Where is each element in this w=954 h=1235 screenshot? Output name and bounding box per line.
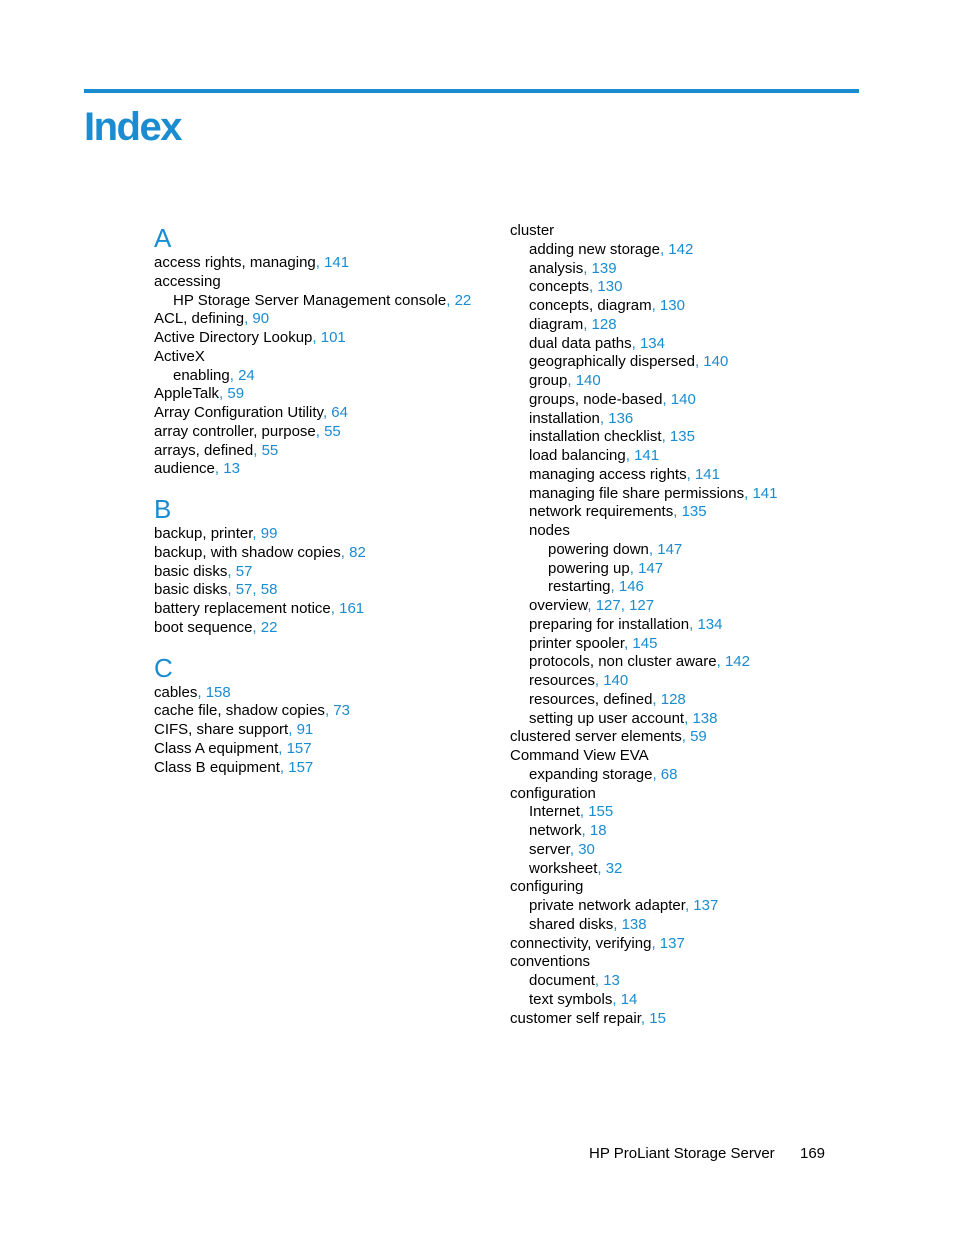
page-reference-link[interactable]: 138 <box>621 915 647 933</box>
page-reference-link[interactable]: 146 <box>618 578 644 596</box>
index-term: conventions <box>510 953 591 971</box>
page-separator: , <box>640 1009 650 1027</box>
index-term: installation checklist <box>529 428 662 446</box>
page-title: Index <box>84 105 181 149</box>
index-entry-access-rights-managing <box>154 254 471 273</box>
page-reference-link[interactable]: 140 <box>703 353 729 371</box>
index-term: AppleTalk <box>154 385 220 403</box>
index-entry-dual-data-paths <box>510 335 777 354</box>
page-separator: , <box>624 634 633 652</box>
index-entry-enabling <box>154 367 471 386</box>
page-reference-link[interactable]: 59 <box>227 385 245 403</box>
page-separator: , <box>227 562 236 580</box>
footer-title: HP ProLiant Storage Server <box>589 1145 775 1162</box>
page-separator: , <box>315 254 325 271</box>
index-entry-installation-checklist <box>510 428 777 447</box>
index-entry-accessing <box>154 273 471 292</box>
index-column-right <box>510 222 777 1028</box>
index-entry-load-balancing <box>510 447 777 466</box>
index-term: customer self repair <box>510 1009 641 1027</box>
page-reference-link[interactable]: 134 <box>639 334 665 352</box>
index-entry-array-configuration-utility <box>154 404 471 423</box>
page-separator: , <box>252 581 261 599</box>
page-separator: , <box>446 291 455 309</box>
index-entry-class-a-equipment <box>154 740 471 759</box>
page-number: 169 <box>800 1145 826 1162</box>
index-term: basic disks <box>154 562 228 580</box>
page-reference-link[interactable]: 73 <box>333 702 350 720</box>
page-reference-link[interactable]: 136 <box>608 409 634 427</box>
index-entry-command-view-eva <box>510 747 777 766</box>
index-term: dual data paths <box>529 334 632 352</box>
page-reference-link[interactable]: 14 <box>620 990 638 1008</box>
index-term: powering down <box>548 540 649 558</box>
page-reference-link[interactable]: 59 <box>690 728 707 746</box>
index-term: managing file share permissions <box>529 484 745 502</box>
page-reference-link[interactable]: 90 <box>252 310 270 328</box>
page-reference-link[interactable]: 22 <box>260 618 278 636</box>
page-separator: , <box>686 465 695 483</box>
page-reference-link[interactable]: 68 <box>660 765 678 783</box>
index-entry-printer-spooler <box>510 635 777 654</box>
index-term: access rights, managing <box>154 254 316 271</box>
page-separator: , <box>252 618 261 636</box>
page-reference-link[interactable]: 158 <box>205 683 231 701</box>
index-term: Command View EVA <box>510 747 649 764</box>
page-separator: , <box>227 581 236 599</box>
page-reference-link[interactable]: 135 <box>681 503 707 521</box>
index-letter-heading: B <box>154 494 172 524</box>
index-entry-network-requirements <box>510 503 777 522</box>
page-separator: , <box>651 934 660 952</box>
page-separator: , <box>288 721 297 738</box>
index-term: concepts, diagram <box>529 297 652 314</box>
page-reference-link[interactable]: 130 <box>597 278 623 296</box>
index-term: resources, defined <box>529 690 653 708</box>
index-term: concepts <box>529 278 590 296</box>
index-term: battery replacement notice <box>154 600 331 617</box>
index-entry-active-directory-lookup <box>154 329 471 348</box>
index-entry-concepts-diagram <box>510 297 777 316</box>
index-entry-activex <box>154 348 471 367</box>
index-term: groups, node-based <box>529 390 663 408</box>
page-separator: , <box>322 404 332 421</box>
page-reference-link[interactable]: 18 <box>589 822 607 839</box>
page-reference-link[interactable]: 147 <box>657 540 683 558</box>
page-reference-link[interactable]: 128 <box>660 690 686 708</box>
page-reference-link[interactable]: 57 <box>235 581 253 599</box>
page-footer <box>589 1144 826 1164</box>
page-reference-link[interactable]: 127 <box>595 597 621 614</box>
page-reference-link[interactable]: 141 <box>752 484 778 502</box>
page-reference-link[interactable]: 135 <box>669 428 695 446</box>
page-reference-link[interactable]: 32 <box>605 859 623 877</box>
index-entry-document <box>510 972 777 991</box>
page-separator: , <box>579 803 589 821</box>
page-separator: , <box>612 990 621 1008</box>
index-term: geographically dispersed <box>529 353 695 371</box>
page-reference-link[interactable]: 137 <box>693 897 719 914</box>
page-separator: , <box>629 559 639 577</box>
page-separator: , <box>610 578 619 596</box>
page-reference-link[interactable]: 64 <box>331 404 348 421</box>
page-reference-link[interactable]: 15 <box>649 1009 666 1027</box>
index-entry-server <box>510 841 777 860</box>
index-term: Class B equipment <box>154 758 280 776</box>
index-entry-backup-with-shadow-copies <box>154 544 471 563</box>
page-reference-link[interactable]: 99 <box>260 525 278 542</box>
index-entry-adding-new-storage <box>510 241 777 260</box>
page-separator: , <box>330 600 340 617</box>
index-entry-connectivity-verifying <box>510 935 777 954</box>
page-separator: , <box>252 525 261 542</box>
index-entry-protocols-non-cluster-aware <box>510 653 777 672</box>
index-term: Internet <box>529 803 580 821</box>
index-entry-boot-sequence <box>154 619 471 638</box>
page-reference-link[interactable]: 127 <box>629 597 655 614</box>
index-entry-array-controller-purpose <box>154 423 471 442</box>
index-entry-restarting <box>510 578 777 597</box>
index-term: Active Directory Lookup <box>154 329 313 346</box>
index-term: document <box>529 972 595 989</box>
page-reference-link[interactable]: 142 <box>724 653 750 671</box>
page-reference-link[interactable]: 30 <box>578 840 595 858</box>
page-reference-link[interactable]: 82 <box>349 543 366 561</box>
index-term: managing access rights <box>529 465 687 483</box>
index-term: backup, printer <box>154 525 253 542</box>
index-entry-managing-access-rights <box>510 466 777 485</box>
page-reference-link[interactable]: 139 <box>591 259 617 277</box>
page-reference-link[interactable]: 157 <box>288 758 314 776</box>
index-entry-clustered-server-elements <box>510 728 777 747</box>
page-reference-link[interactable]: 141 <box>634 447 660 464</box>
page-reference-link[interactable]: 55 <box>324 422 341 440</box>
index-entry-hp-storage-server-management-console <box>154 292 471 311</box>
page-reference-link[interactable]: 145 <box>632 634 658 652</box>
index-term: connectivity, verifying <box>510 934 652 952</box>
page-separator: , <box>569 840 579 858</box>
page-separator: , <box>594 672 604 689</box>
index-term: Class A equipment <box>154 739 279 757</box>
index-entry-managing-file-share-permissions <box>510 485 777 504</box>
page-separator: , <box>219 385 228 403</box>
index-term: accessing <box>154 272 221 290</box>
page-separator: , <box>652 690 661 708</box>
page-reference-link[interactable]: 13 <box>603 972 620 989</box>
index-term: load balancing <box>529 447 626 464</box>
page-separator: , <box>716 653 725 671</box>
index-entry-text-symbols <box>510 991 777 1010</box>
page-separator: , <box>651 297 660 314</box>
index-entry-conventions <box>510 953 777 972</box>
index-term: nodes <box>529 522 570 539</box>
page-separator: , <box>581 822 590 839</box>
index-term: preparing for installation <box>529 615 690 633</box>
index-term: ActiveX <box>154 347 205 365</box>
page-separator: , <box>684 897 694 914</box>
page-reference-link[interactable]: 140 <box>603 672 629 689</box>
page-reference-link[interactable]: 58 <box>260 581 278 599</box>
page-reference-link[interactable]: 134 <box>697 615 723 633</box>
page-reference-link[interactable]: 13 <box>223 460 240 478</box>
page-separator: , <box>312 329 321 346</box>
index-term: Array Configuration Utility <box>154 404 323 421</box>
page-separator: , <box>594 972 604 989</box>
page-separator: , <box>744 484 753 502</box>
page-separator: , <box>567 372 576 389</box>
page-reference-link[interactable]: 141 <box>694 465 720 483</box>
index-entry-battery-replacement-notice <box>154 600 471 619</box>
page-separator: , <box>597 859 606 877</box>
index-term: group <box>529 372 568 389</box>
header-rule <box>84 89 859 93</box>
page-separator: , <box>613 915 622 933</box>
index-term: basic disks <box>154 581 228 599</box>
page-separator: , <box>324 702 334 720</box>
page-separator: , <box>689 615 698 633</box>
index-term: boot sequence <box>154 618 253 636</box>
index-term: private network adapter <box>529 897 685 914</box>
index-entry-preparing-for-installation <box>510 616 777 635</box>
page-separator: , <box>253 441 262 459</box>
index-entry-audience <box>154 460 471 479</box>
page-reference-link[interactable]: 157 <box>286 739 312 757</box>
index-entry-basic-disks <box>154 581 471 600</box>
index-term: powering up <box>548 559 630 577</box>
index-entry-concepts <box>510 278 777 297</box>
index-entry-powering-down <box>510 541 777 560</box>
index-term: diagram <box>529 315 584 333</box>
index-entry-cables <box>154 684 471 703</box>
index-term: adding new storage <box>529 240 660 258</box>
index-term: audience <box>154 460 215 478</box>
index-term: shared disks <box>529 915 614 933</box>
page-separator: , <box>620 597 630 614</box>
index-entry-configuration <box>510 785 777 804</box>
index-term: cluster <box>510 222 555 239</box>
page-separator: , <box>587 597 596 614</box>
index-entry-cluster <box>510 222 777 241</box>
page-separator: , <box>589 278 598 296</box>
index-entry-class-b-equipment <box>154 759 471 778</box>
page-separator: , <box>599 409 609 427</box>
group-gap <box>154 638 471 652</box>
page-reference-link[interactable]: 91 <box>296 721 314 738</box>
page-separator: , <box>244 310 253 328</box>
page-separator: , <box>681 728 691 746</box>
page-separator: , <box>279 758 289 776</box>
index-entry-cache-file-shadow-copies <box>154 702 471 721</box>
page-reference-link[interactable]: 155 <box>588 803 614 821</box>
index-term: cables <box>154 683 198 701</box>
index-entry-worksheet <box>510 860 777 879</box>
index-term: HP Storage Server Management console <box>173 291 447 309</box>
index-term: array controller, purpose <box>154 422 316 440</box>
index-term: enabling <box>173 366 230 384</box>
index-entry-shared-disks <box>510 916 777 935</box>
index-term: protocols, non cluster aware <box>529 653 717 671</box>
index-term: arrays, defined <box>154 441 254 459</box>
index-entry-customer-self-repair <box>510 1010 777 1029</box>
index-term: clustered server elements <box>510 728 682 746</box>
page-reference-link[interactable]: 137 <box>659 934 685 952</box>
index-entry-arrays-defined <box>154 442 471 461</box>
index-entry-appletalk <box>154 385 471 404</box>
index-entry-powering-up <box>510 560 777 579</box>
index-entry-internet <box>510 803 777 822</box>
index-entry-cifs-share-support <box>154 721 471 740</box>
index-term: CIFS, share support <box>154 721 289 738</box>
page-separator: , <box>625 447 635 464</box>
page-separator: , <box>278 739 287 757</box>
index-column-left <box>154 222 471 777</box>
index-entry-backup-printer <box>154 525 471 544</box>
index-entry-groups-node-based <box>510 391 777 410</box>
index-entry-overview <box>510 597 777 616</box>
index-entry-resources-defined <box>510 691 777 710</box>
page-separator: , <box>583 259 592 277</box>
page-separator: , <box>340 543 350 561</box>
page-reference-link[interactable]: 142 <box>668 240 694 258</box>
index-term: setting up user account <box>529 709 685 727</box>
index-entry-installation <box>510 410 777 429</box>
index-term: installation <box>529 409 600 427</box>
page-reference-link[interactable]: 57 <box>235 562 253 580</box>
page-separator: , <box>694 353 704 371</box>
page-separator: , <box>229 366 239 384</box>
page-reference-link[interactable]: 101 <box>320 329 346 346</box>
index-entry-expanding-storage <box>510 766 777 785</box>
index-term: network <box>529 822 582 839</box>
page-reference-link[interactable]: 55 <box>261 441 279 459</box>
index-term: server <box>529 840 570 858</box>
index-entry-setting-up-user-account <box>510 710 777 729</box>
index-term: cache file, shadow copies <box>154 702 325 720</box>
page-separator: , <box>673 503 682 521</box>
index-term: analysis <box>529 259 584 277</box>
index-term: expanding storage <box>529 765 653 783</box>
index-term: network requirements <box>529 503 674 521</box>
index-term: configuring <box>510 878 584 896</box>
group-gap <box>154 479 471 493</box>
index-entry-configuring <box>510 878 777 897</box>
page-reference-link[interactable]: 138 <box>692 709 718 727</box>
index-term: printer spooler <box>529 634 625 652</box>
index-entry-private-network-adapter <box>510 897 777 916</box>
page-separator: , <box>214 460 224 478</box>
index-term: worksheet <box>529 859 598 877</box>
page-reference-link[interactable]: 140 <box>670 390 696 408</box>
index-entry-network <box>510 822 777 841</box>
index-term: text symbols <box>529 990 613 1008</box>
page-separator: , <box>583 315 592 333</box>
page-separator: , <box>648 540 658 558</box>
index-term: ACL, defining <box>154 310 245 328</box>
page-reference-link[interactable]: 128 <box>591 315 617 333</box>
index-entry-basic-disks <box>154 563 471 582</box>
page-separator: , <box>652 765 661 783</box>
index-entry-nodes <box>510 522 777 541</box>
page-separator: , <box>659 240 669 258</box>
index-entry-acl-defining <box>154 310 471 329</box>
page-separator: , <box>631 334 640 352</box>
page-separator: , <box>661 428 670 446</box>
index-entry-diagram <box>510 316 777 335</box>
index-entry-resources <box>510 672 777 691</box>
page-reference-link[interactable]: 161 <box>339 600 365 617</box>
page-separator: , <box>684 709 693 727</box>
index-entry-group <box>510 372 777 391</box>
page-separator: , <box>315 422 325 440</box>
page-reference-link[interactable]: 147 <box>638 559 664 577</box>
index-term: restarting <box>548 578 611 596</box>
index-term: overview <box>529 597 588 614</box>
index-term: resources <box>529 672 595 689</box>
index-term: configuration <box>510 784 596 802</box>
page-reference-link[interactable]: 24 <box>238 366 255 384</box>
page-separator: , <box>662 390 671 408</box>
page-reference-link[interactable]: 140 <box>575 372 601 389</box>
page-reference-link[interactable]: 22 <box>454 291 472 309</box>
index-entry-analysis <box>510 260 777 279</box>
index-letter-heading: A <box>154 223 172 253</box>
page-reference-link[interactable]: 130 <box>659 297 685 314</box>
page-reference-link[interactable]: 141 <box>324 254 350 271</box>
index-term: backup, with shadow copies <box>154 543 341 561</box>
index-letter-heading: C <box>154 652 173 683</box>
index-entry-geographically-dispersed <box>510 353 777 372</box>
page-separator: , <box>197 683 206 701</box>
